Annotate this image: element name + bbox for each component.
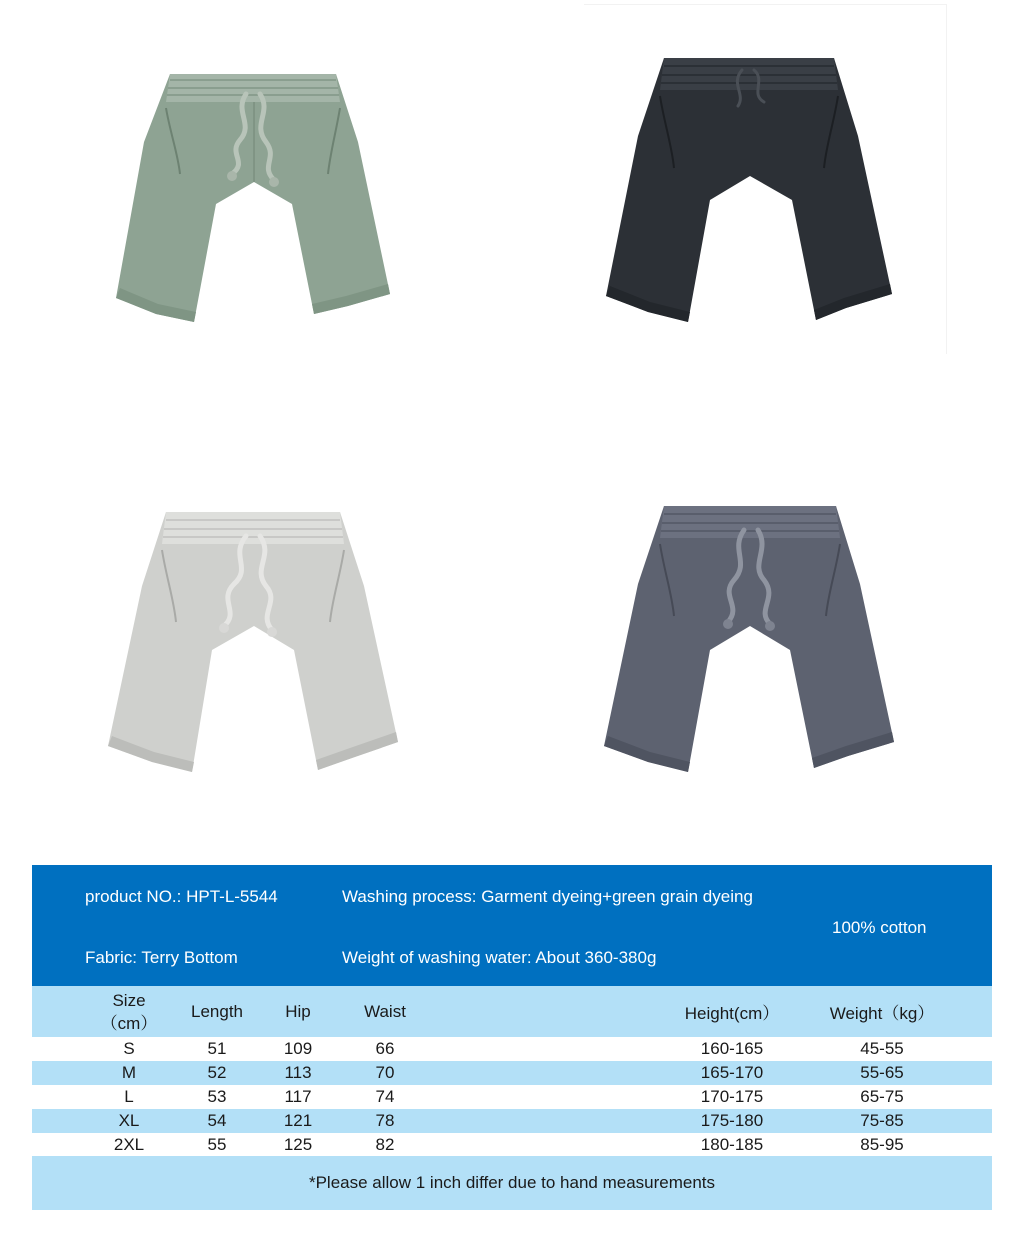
cell-height: 165-170 bbox=[700, 1063, 764, 1082]
header-size-line2: （cm） bbox=[100, 1013, 158, 1033]
table-row bbox=[32, 1109, 992, 1133]
header-height: Height(cm） bbox=[684, 1004, 780, 1023]
cell-length: 52 bbox=[207, 1063, 227, 1082]
cell-weight: 85-95 bbox=[860, 1134, 904, 1154]
cell-height: 180-185 bbox=[700, 1134, 764, 1154]
washing-water-weight: Weight of washing water: About 360-380g bbox=[342, 948, 657, 967]
table-row bbox=[32, 1061, 992, 1085]
cell-size: M bbox=[121, 1063, 137, 1082]
table-row bbox=[32, 1085, 992, 1109]
header-waist: Waist bbox=[364, 1001, 406, 1021]
header-hip: Hip bbox=[285, 1001, 311, 1021]
product-image-light-gray-shorts bbox=[102, 502, 404, 778]
cell-hip: 121 bbox=[283, 1111, 313, 1130]
header-size-line1: Size bbox=[112, 990, 146, 1010]
spec-panel bbox=[32, 865, 992, 1210]
cell-waist: 70 bbox=[375, 1063, 395, 1082]
cell-height: 175-180 bbox=[700, 1111, 764, 1130]
cell-size: L bbox=[124, 1087, 134, 1106]
cell-waist: 66 bbox=[375, 1039, 395, 1058]
cell-hip: 113 bbox=[284, 1063, 312, 1082]
cell-length: 53 bbox=[207, 1087, 227, 1106]
cell-height: 160-165 bbox=[700, 1039, 764, 1058]
cell-weight: 65-75 bbox=[860, 1087, 904, 1106]
header-size bbox=[89, 986, 169, 1037]
cell-hip: 109 bbox=[283, 1039, 313, 1058]
photo-frame-right bbox=[946, 4, 947, 354]
header-weight: Weight（kg） bbox=[829, 1004, 935, 1023]
cell-waist: 74 bbox=[375, 1087, 395, 1106]
table-row bbox=[32, 1133, 992, 1156]
product-image-black-shorts bbox=[598, 50, 898, 330]
cell-waist: 78 bbox=[375, 1111, 395, 1130]
photo-frame-top bbox=[584, 4, 946, 5]
cell-weight: 45-55 bbox=[860, 1039, 904, 1058]
cell-size: 2XL bbox=[113, 1134, 145, 1154]
product-image-slate-gray-shorts bbox=[598, 500, 900, 778]
cell-weight: 55-65 bbox=[860, 1063, 904, 1082]
material: 100% cotton bbox=[832, 918, 927, 937]
cell-size: S bbox=[123, 1039, 135, 1058]
header-length: Length bbox=[191, 1001, 243, 1021]
size-table-header bbox=[32, 986, 992, 1037]
cell-weight: 75-85 bbox=[860, 1111, 904, 1130]
spec-header bbox=[32, 865, 992, 986]
cell-length: 55 bbox=[207, 1134, 227, 1154]
cell-waist: 82 bbox=[375, 1134, 395, 1154]
cell-height: 170-175 bbox=[700, 1087, 764, 1106]
fabric: Fabric: Terry Bottom bbox=[85, 948, 238, 967]
washing-process: Washing process: Garment dyeing+green grain dyeing bbox=[342, 887, 753, 906]
cell-hip: 125 bbox=[283, 1134, 313, 1154]
product-image-sage-green-shorts bbox=[108, 62, 398, 330]
table-row bbox=[32, 1037, 992, 1061]
cell-size: XL bbox=[118, 1111, 140, 1130]
cell-hip: 117 bbox=[284, 1087, 312, 1106]
cell-length: 54 bbox=[207, 1111, 227, 1130]
cell-length: 51 bbox=[207, 1039, 227, 1058]
measurement-note: *Please allow 1 inch differ due to hand measurements bbox=[32, 1156, 992, 1210]
product-number: product NO.: HPT-L-5544 bbox=[85, 887, 278, 906]
